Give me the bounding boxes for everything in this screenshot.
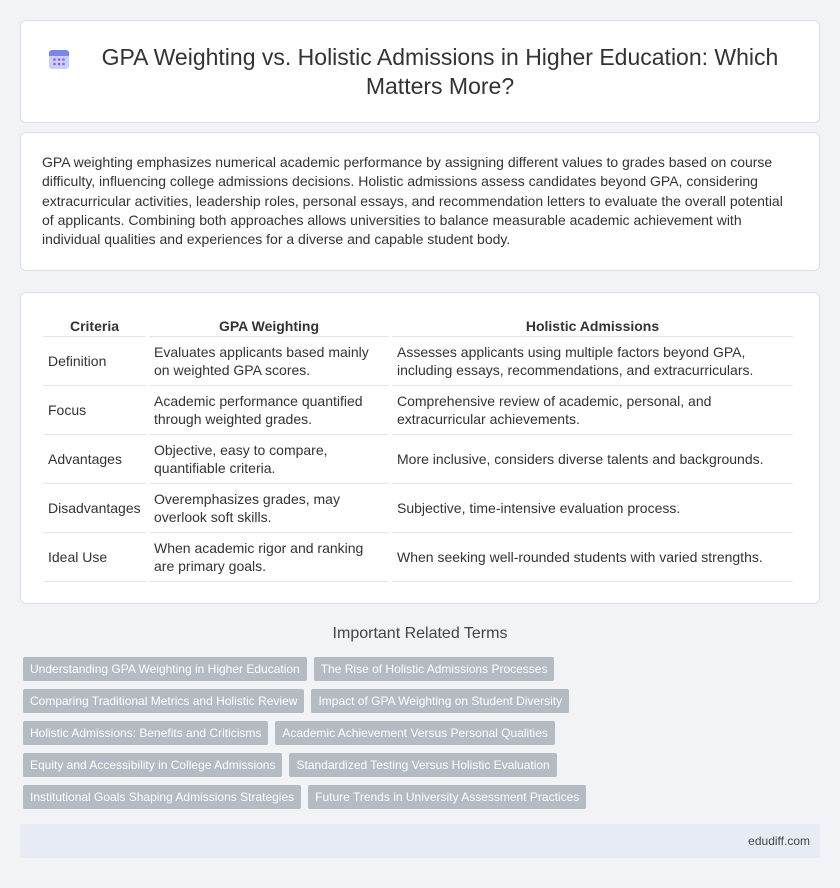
row-criteria-cell: Focus bbox=[43, 386, 146, 435]
related-term-tag[interactable]: Standardized Testing Versus Holistic Evaluation bbox=[289, 753, 556, 777]
header-criteria: Criteria bbox=[43, 315, 146, 337]
related-terms-list bbox=[23, 657, 623, 817]
row-criteria-cell: Disadvantages bbox=[43, 484, 146, 533]
table-header-row bbox=[43, 315, 793, 337]
table-row bbox=[43, 484, 793, 533]
row-criteria-cell: Definition bbox=[43, 337, 146, 386]
row-gpa-cell: Evaluates applicants based mainly on weighted GPA scores. bbox=[149, 337, 389, 386]
header-gpa-weighting: GPA Weighting bbox=[149, 315, 389, 337]
related-term-tag[interactable]: Equity and Accessibility in College Admissions bbox=[23, 753, 282, 777]
row-holistic-cell: When seeking well-rounded students with varied strengths. bbox=[392, 533, 793, 582]
row-gpa-cell: Objective, easy to compare, quantifiable criteria. bbox=[149, 435, 389, 484]
comparison-table-card bbox=[20, 292, 820, 604]
row-criteria-cell: Advantages bbox=[43, 435, 146, 484]
intro-card bbox=[20, 132, 820, 271]
tag-row bbox=[23, 721, 623, 745]
tag-row bbox=[23, 753, 623, 777]
intro-paragraph: GPA weighting emphasizes numerical academic performance by assigning different values to grades based on course difficulty, influencing college admissions decisions. Holistic admissions assess candidates beyond GPA, considering extracurricular activities, leadership roles, personal essays, and recommendation letters to evaluate the overall potential of applicants. Combining both approaches allows universities to balance measurable academic achievement with individual qualities and experiences for a diverse and capable student body. bbox=[42, 154, 783, 248]
row-criteria-cell: Ideal Use bbox=[43, 533, 146, 582]
tag-row bbox=[23, 785, 623, 809]
row-holistic-cell: Subjective, time-intensive evaluation process. bbox=[392, 484, 793, 533]
tag-row bbox=[23, 689, 623, 713]
page-title: GPA Weighting vs. Holistic Admissions in Higher Education: Which Matters More? bbox=[101, 43, 779, 99]
related-term-tag[interactable]: The Rise of Holistic Admissions Processes bbox=[314, 657, 555, 681]
table-row bbox=[43, 533, 793, 582]
footer bbox=[20, 824, 820, 858]
related-term-tag[interactable]: Academic Achievement Versus Personal Qualities bbox=[275, 721, 554, 745]
row-gpa-cell: When academic rigor and ranking are primary goals. bbox=[149, 533, 389, 582]
table-row bbox=[43, 386, 793, 435]
table-row bbox=[43, 337, 793, 386]
tag-row bbox=[23, 657, 623, 681]
related-term-tag[interactable]: Institutional Goals Shaping Admissions Strategies bbox=[23, 785, 301, 809]
related-term-tag[interactable]: Holistic Admissions: Benefits and Criticisms bbox=[23, 721, 268, 745]
row-holistic-cell: Comprehensive review of academic, personal, and extracurricular achievements. bbox=[392, 386, 793, 435]
related-term-tag[interactable]: Future Trends in University Assessment Practices bbox=[308, 785, 586, 809]
table-row bbox=[43, 435, 793, 484]
comparison-table bbox=[40, 315, 796, 582]
row-gpa-cell: Academic performance quantified through weighted grades. bbox=[149, 386, 389, 435]
related-term-tag[interactable]: Comparing Traditional Metrics and Holistic Review bbox=[23, 689, 304, 713]
related-term-tag[interactable]: Impact of GPA Weighting on Student Diversity bbox=[311, 689, 569, 713]
row-gpa-cell: Overemphasizes grades, may overlook soft skills. bbox=[149, 484, 389, 533]
related-term-tag[interactable]: Understanding GPA Weighting in Higher Education bbox=[23, 657, 307, 681]
footer-site-name[interactable]: edudiff.com bbox=[748, 834, 810, 848]
related-terms-heading: Important Related Terms bbox=[332, 625, 508, 642]
header-holistic-admissions: Holistic Admissions bbox=[392, 315, 793, 337]
row-holistic-cell: More inclusive, considers diverse talents and backgrounds. bbox=[392, 435, 793, 484]
row-holistic-cell: Assesses applicants using multiple factors beyond GPA, including essays, recommendations, and extracurriculars. bbox=[392, 337, 793, 386]
title-card bbox=[20, 20, 820, 123]
